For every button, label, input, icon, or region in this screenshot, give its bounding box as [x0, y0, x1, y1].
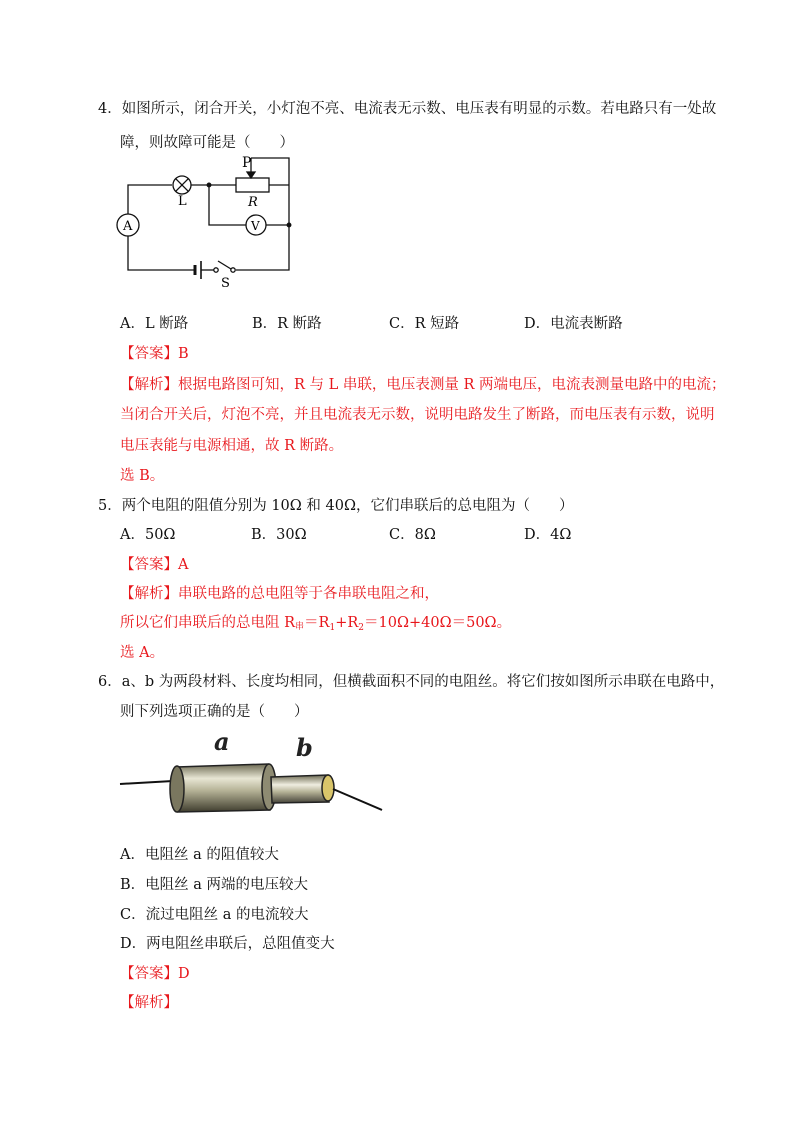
wire-left-top — [128, 185, 172, 214]
q4-analysis-line-3: 电压表能与电源相通，故 R 断路。 — [120, 438, 344, 454]
q4-option-d: D．电流表断路 — [524, 316, 623, 332]
q6-option-d: D．两电阻丝串联后，总阻值变大 — [120, 936, 335, 952]
label-b: b — [296, 733, 313, 762]
q4-stem-line-2: 障，则故障可能是（ ） — [120, 135, 294, 151]
q6-answer: 【答案】D — [120, 966, 190, 982]
label-P: P — [242, 155, 252, 171]
wire-b-body — [271, 775, 329, 803]
q5-answer: 【答案】A — [120, 557, 189, 573]
label-R: R — [248, 195, 258, 210]
q4-circuit-diagram — [110, 150, 310, 290]
q5-option-c: C．8Ω — [389, 527, 436, 543]
label-S: S — [221, 276, 230, 290]
q4-option-a: A．L 断路 — [120, 316, 189, 332]
label-A: A — [123, 219, 133, 234]
q4-stem-line-1: 4．如图所示，闭合开关，小灯泡不亮、电流表无示数、电压表有明显的示数。若电路只有一处故 — [98, 101, 717, 117]
q5-analysis-line-2: 所以它们串联后的总电阻 R串$=R_1+R_2=10\Omega+40\Omega=50\Omega$。 — [120, 615, 512, 633]
q5-option-b: B．30Ω — [251, 527, 307, 543]
q4-option-c: C．R 短路 — [389, 316, 460, 332]
q4-conclusion: 选 B。 — [120, 468, 165, 484]
q5-analysis-line-1: 【解析】串联电路的总电阻等于各串联电阻之和， — [120, 586, 439, 602]
q4-option-b: B．R 断路 — [252, 316, 322, 332]
q5-stem: 5．两个电阻的阻值分别为 10Ω 和 40Ω，它们串联后的总电阻为（ ） — [98, 498, 574, 514]
wire-a-body — [176, 764, 270, 812]
q6-resistance-wire-figure — [118, 728, 388, 820]
q6-stem-line-2: 则下列选项正确的是（ ） — [120, 704, 309, 720]
label-V: V — [251, 219, 260, 233]
rheostat-symbol — [236, 178, 269, 192]
label-a: a — [214, 728, 230, 756]
q6-option-a: A．电阻丝 a 的阻值较大 — [120, 847, 279, 863]
q6-stem-line-1: 6．a、b 为两段材料、长度均相同，但横截面积不同的电阻丝。将它们按如图所示串联在电路中， — [98, 674, 725, 690]
q4-analysis-line-1: 【解析】根据电路图可知，R 与 L 串联，电压表测量 R 两端电压，电流表测量电路中的电流； — [120, 377, 726, 393]
q6-option-b: B．电阻丝 a 两端的电压较大 — [120, 877, 309, 893]
q4-answer: 【答案】B — [120, 346, 189, 362]
q5-option-a: A．50Ω — [120, 527, 176, 543]
q6-analysis: 【解析】 — [120, 995, 178, 1011]
q6-option-c: C．流过电阻丝 a 的电流较大 — [120, 907, 309, 923]
q5-conclusion: 选 A。 — [120, 645, 165, 661]
label-L: L — [178, 194, 187, 209]
q5-option-d: D．4Ω — [524, 527, 572, 543]
q4-analysis-line-2: 当闭合开关后，灯泡不亮，并且电流表无示数，说明电路发生了断路，而电压表有示数，说明 — [120, 407, 715, 423]
